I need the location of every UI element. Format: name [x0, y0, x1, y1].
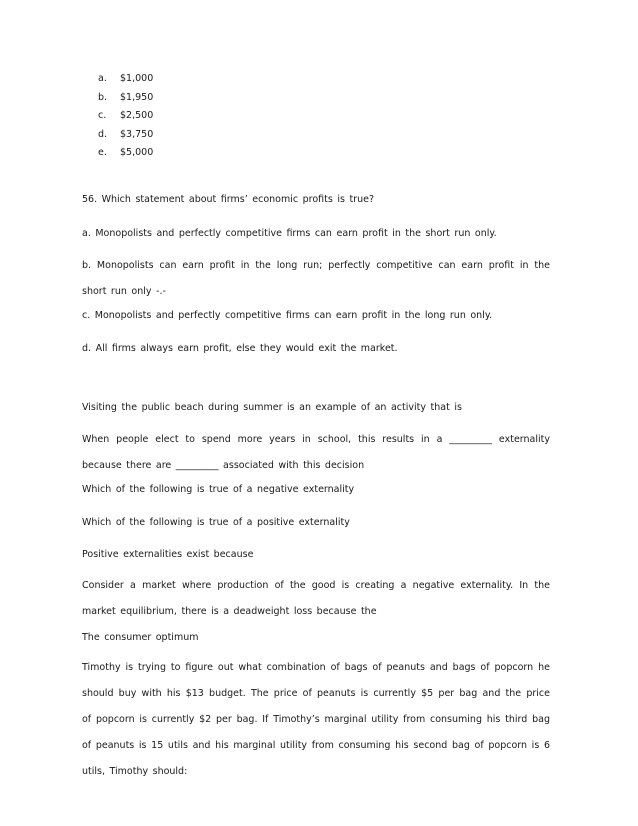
- question-school: When people elect to spend more years in school, this results in a _________ externality because there are _________ associated with this decision: [82, 434, 550, 471]
- q56-choice-a: a. Monopolists and perfectly competitive firms can earn profit in the short run only.: [82, 228, 497, 239]
- question-positive-exist: Positive externalities exist because: [82, 549, 254, 560]
- q56-choice-d: d. All firms always earn profit, else they would exit the market.: [82, 343, 398, 354]
- question-56: 56. Which statement about firms’ economic profits is true?: [82, 194, 374, 205]
- option-e: e. $5,000: [98, 147, 154, 158]
- question-market-equilibrium: Consider a market where production of the good is creating a negative externality. In the market equilibrium, there is a deadweight loss because the: [82, 580, 550, 617]
- question-consumer-optimum: The consumer optimum: [82, 632, 199, 643]
- question-timothy: Timothy is trying to figure out what combination of bags of peanuts and bags of popcorn he should buy with his $13 budget. The price of peanuts is currently $5 per bag and the price of popcorn is currently $2 per bag. If Timothy’s marginal utility from consuming his third bag of peanuts is 15 utils and his marginal utility from consuming his second bag of popcorn is 6 utils, Timothy should:: [82, 662, 550, 777]
- answer-options: [98, 70, 153, 163]
- option-a: a. $1,000: [98, 73, 154, 84]
- question-positive-externality: Which of the following is true of a positive externality: [82, 517, 350, 528]
- option-b: b. $1,950: [98, 91, 154, 103]
- question-beach: Visiting the public beach during summer is an example of an activity that is: [82, 402, 462, 413]
- q56-choice-b: b. Monopolists can earn profit in the long run; perfectly competitive can earn profit in the short run only -.-: [82, 260, 550, 297]
- option-c: c. $2,500: [98, 110, 154, 121]
- q56-choice-c: c. Monopolists and perfectly competitive firms can earn profit in the long run only.: [82, 310, 493, 321]
- option-d: d. $3,750: [98, 128, 154, 140]
- question-negative-externality: Which of the following is true of a negative externality: [82, 484, 355, 495]
